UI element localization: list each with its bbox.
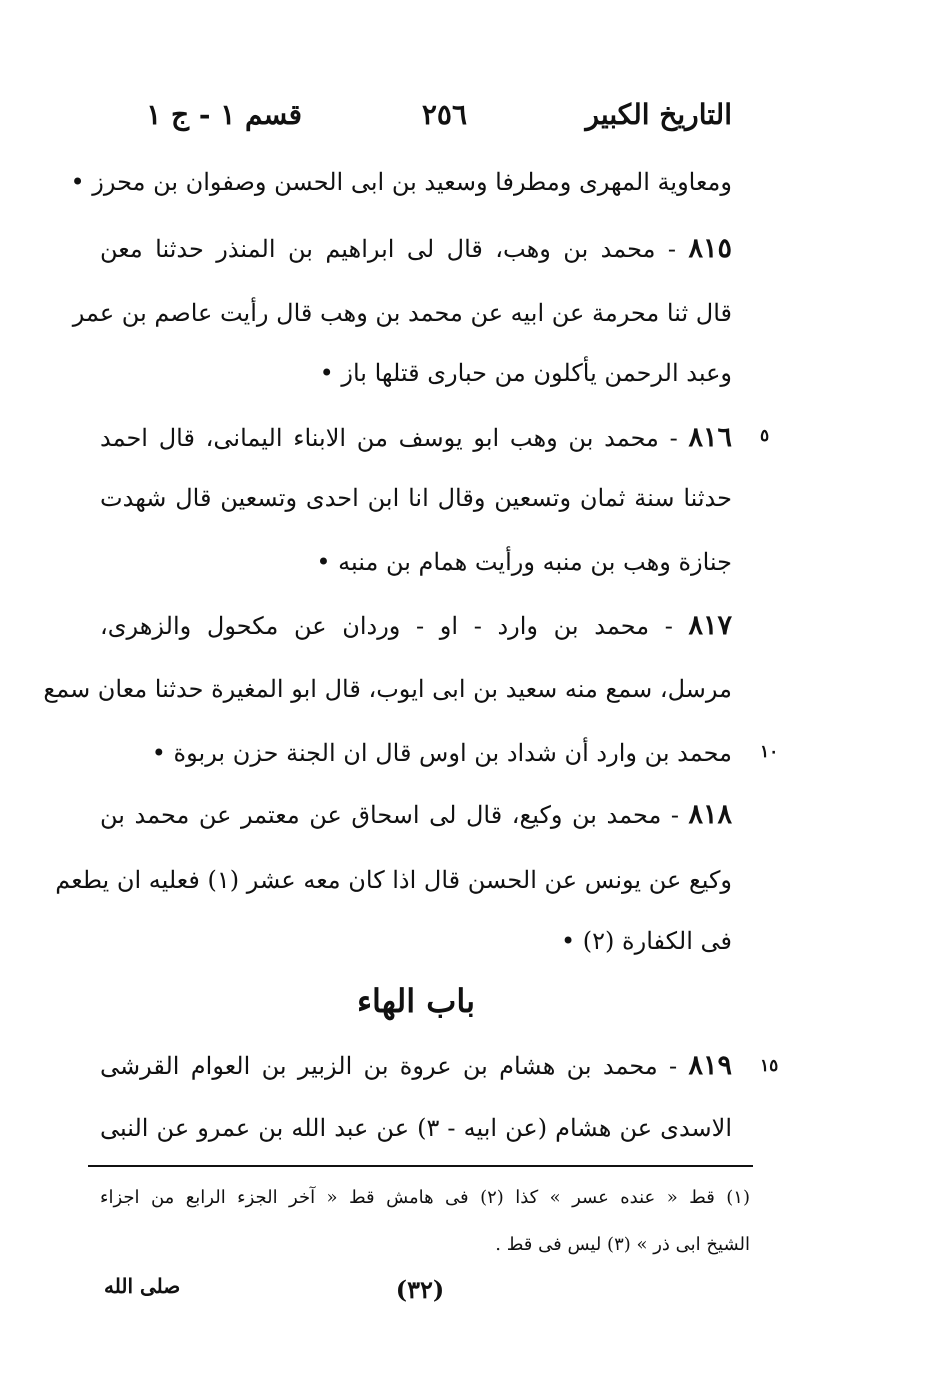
margin-line-number: ٥ bbox=[760, 426, 770, 446]
text-line: الاسدى عن هشام (عن ابيه - ٣) عن عبد الله بن عمرو عن النبى bbox=[100, 1114, 733, 1142]
text-line: فى الكفارة (٢) • bbox=[561, 927, 732, 955]
entry-number: ٨١٦ bbox=[688, 422, 732, 453]
margin-line-number: ١٠ bbox=[760, 742, 779, 762]
text-line: وعبد الرحمن يأكلون من حبارى قتلها باز • bbox=[319, 359, 732, 387]
entry-815-line: ٨١٥ - محمد بن وهب، قال لى ابراهيم بن المنذر حدثنا معن bbox=[100, 233, 732, 264]
footnote-line: (١) قط « عنده عسر » كذا (٢) فى هامش قط « آخر الجزء الرابع من اجزاء bbox=[100, 1187, 750, 1208]
entry-818-line: ٨١٨ - محمد بن وكيع، قال لى اسحاق عن معتمر عن محمد بن bbox=[100, 799, 732, 830]
entry-819-line: ٨١٩ - محمد بن هشام بن عروة بن الزبير بن العوام القرشى bbox=[100, 1050, 732, 1081]
text-line: قال ثنا محرمة عن ابيه عن محمد بن وهب قال رأيت عاصم بن عمر bbox=[72, 299, 732, 327]
text-line: محمد بن وارد أن شداد بن اوس قال ان الجنة حزن بربوة • bbox=[151, 739, 732, 767]
footnote-divider bbox=[88, 1165, 753, 1167]
text-line: جنازة وهب بن منبه ورأيت همام بن منبه • bbox=[316, 548, 732, 576]
text-line: وكيع عن يونس عن الحسن قال اذا كان معه عشر (١) فعليه ان يطعم bbox=[55, 866, 732, 894]
entry-number: ٨١٧ bbox=[688, 610, 732, 641]
page-number: ٢٥٦ bbox=[421, 98, 467, 131]
entry-number: ٨١٨ bbox=[688, 799, 732, 830]
footnote-line: الشيخ ابى ذر » (٣) ليس فى قط . bbox=[495, 1234, 750, 1255]
entry-number: ٨١٩ bbox=[688, 1050, 732, 1081]
header-title: التاريخ الكبير bbox=[585, 98, 732, 131]
text-line: ومعاوية المهرى ومطرفا وسعيد بن ابى الحسن وصفوان بن محرز • bbox=[70, 168, 732, 196]
entry-number: ٨١٥ bbox=[688, 233, 732, 264]
running-header bbox=[108, 98, 732, 144]
entry-817-line: ٨١٧ - محمد بن وارد - او - وردان عن مكحول والزهرى، bbox=[100, 610, 732, 641]
chapter-heading: باب الهاء bbox=[356, 982, 476, 1020]
text-line: مرسل، سمع منه سعيد بن ابى ايوب، قال ابو المغيرة حدثنا معان سمع bbox=[43, 675, 732, 703]
signature-number: (٣٢) bbox=[395, 1275, 445, 1304]
section-label: قسم ١ - ج ١ bbox=[146, 98, 302, 131]
text-line: حدثنا سنة ثمان وتسعين وقال انا ابن احدى وتسعين قال شهدت bbox=[100, 484, 732, 512]
entry-816-line: ٨١٦ - محمد بن وهب ابو يوسف من الابناء اليمانى، قال احمد bbox=[100, 422, 732, 453]
margin-line-number: ١٥ bbox=[760, 1056, 779, 1076]
catchword: صلى الله bbox=[104, 1274, 181, 1298]
